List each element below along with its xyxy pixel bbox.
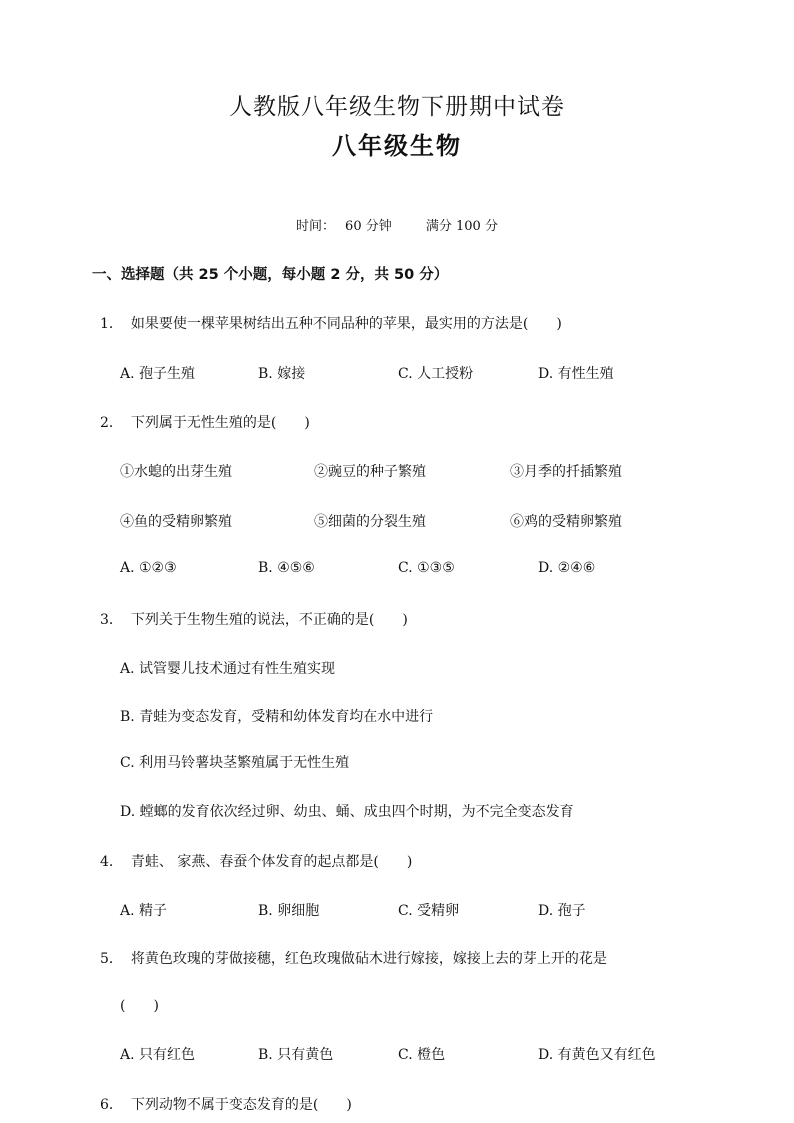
q2-statement-6: ⑥鸡的受精卵繁殖 [510, 514, 622, 530]
question-number: 2． [100, 415, 123, 431]
q2-statement-2: ②豌豆的种子繁殖 [314, 464, 426, 480]
time-label: 时间： 60 分钟 [296, 219, 392, 234]
exam-title: 人教版八年级生物下册期中试卷 [229, 94, 565, 120]
q1-option-d[interactable]: D. 有性生殖 [538, 366, 614, 382]
question-number: 4． [100, 854, 123, 870]
question-number: 5． [100, 951, 123, 967]
section-title: 一、选择题（共 25 个小题，每小题 2 分，共 50 分） [92, 267, 449, 283]
q3-option-b[interactable]: B. 青蛙为变态发育，受精和幼体发育均在水中进行 [120, 709, 434, 725]
q3-option-d[interactable]: D. 螳螂的发育依次经过卵、幼虫、蛹、成虫四个时期，为不完全变态发育 [120, 804, 574, 820]
q1-option-b[interactable]: B. 嫁接 [258, 366, 306, 382]
exam-time-info [0, 215, 794, 234]
question-2 [100, 412, 310, 432]
q5-answer-paren: ( ) [120, 998, 159, 1014]
question-number: 1． [100, 316, 123, 332]
q2-statement-4: ④鱼的受精卵繁殖 [120, 514, 232, 530]
q2-statement-5: ⑤细菌的分裂生殖 [314, 514, 426, 530]
question-6 [100, 1094, 352, 1114]
question-number: 6． [100, 1097, 123, 1113]
q1-option-c[interactable]: C. 人工授粉 [398, 366, 474, 382]
q4-option-a[interactable]: A. 精子 [120, 903, 168, 919]
q2-option-b[interactable]: B. ④⑤⑥ [258, 560, 315, 576]
question-text: 如果要使一棵苹果树结出五种不同品种的苹果，最实用的方法是( ) [130, 316, 562, 332]
q4-option-b[interactable]: B. 卵细胞 [258, 903, 320, 919]
q2-option-a[interactable]: A. ①②③ [120, 560, 177, 576]
time-value: 60 分钟 [345, 219, 392, 234]
q2-statement-1: ①水螅的出芽生殖 [120, 464, 232, 480]
q2-option-d[interactable]: D. ②④⑥ [538, 560, 596, 576]
q1-option-a[interactable]: A. 孢子生殖 [120, 366, 196, 382]
q2-statement-3: ③月季的扦插繁殖 [510, 464, 622, 480]
q2-option-c[interactable]: C. ①③⑤ [398, 560, 455, 576]
q5-option-c[interactable]: C. 橙色 [398, 1047, 446, 1063]
question-1 [100, 313, 562, 333]
q5-option-d[interactable]: D. 有黄色又有红色 [538, 1047, 656, 1063]
question-text: 青蛙、 家燕、春蚕个体发育的起点都是( ) [130, 854, 413, 870]
exam-subtitle: 八年级生物 [332, 132, 462, 160]
question-text: 下列动物不属于变态发育的是( ) [130, 1097, 352, 1113]
q4-option-d[interactable]: D. 孢子 [538, 903, 586, 919]
question-text: 将黄色玫瑰的芽做接穗，红色玫瑰做砧木进行嫁接，嫁接上去的芽上开的花是 [130, 951, 607, 967]
question-4 [100, 851, 412, 871]
q5-option-b[interactable]: B. 只有黄色 [258, 1047, 334, 1063]
q4-option-c[interactable]: C. 受精卵 [398, 903, 460, 919]
q3-option-c[interactable]: C. 利用马铃薯块茎繁殖属于无性生殖 [120, 755, 350, 771]
q5-option-a[interactable]: A. 只有红色 [120, 1047, 196, 1063]
question-text: 下列属于无性生殖的是( ) [130, 415, 310, 431]
q3-option-a[interactable]: A. 试管婴儿技术通过有性生殖实现 [120, 661, 336, 677]
score-label: 满分 100 分 [425, 219, 498, 234]
question-number: 3． [100, 612, 123, 628]
question-5 [100, 948, 607, 968]
question-3 [100, 609, 408, 629]
question-text: 下列关于生物生殖的说法，不正确的是( ) [130, 612, 408, 628]
